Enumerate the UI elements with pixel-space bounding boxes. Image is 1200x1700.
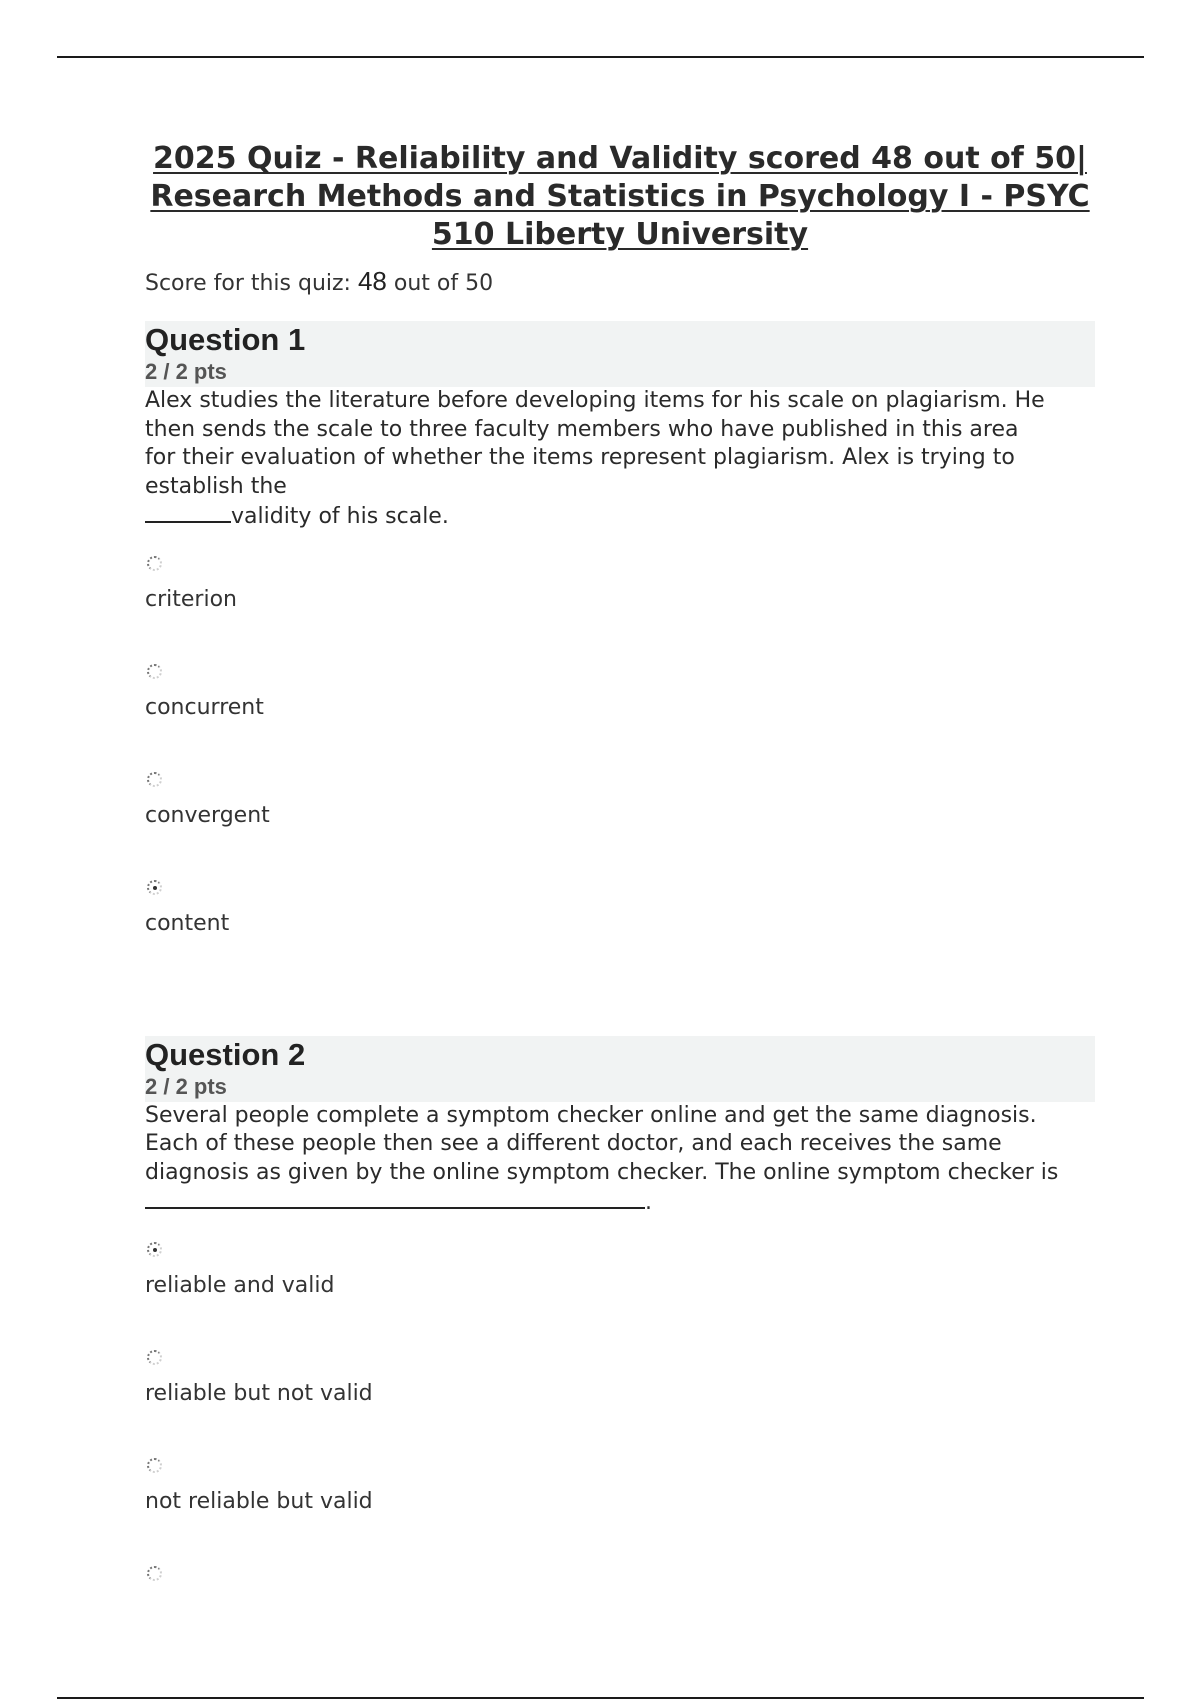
radio-button-selected[interactable] — [147, 880, 162, 895]
answer-label: concurrent — [145, 694, 264, 720]
radio-button[interactable] — [147, 1458, 162, 1473]
answer-option[interactable] — [145, 1434, 1095, 1542]
question-2 — [145, 1036, 1095, 1602]
answer-label: convergent — [145, 802, 270, 828]
radio-button-selected[interactable] — [147, 1242, 162, 1257]
answer-label: not reliable but valid — [145, 1488, 373, 1514]
question-2-text — [145, 1102, 1095, 1218]
score-suffix: out of 50 — [386, 271, 494, 296]
question-2-title: Question 2 — [145, 1036, 306, 1072]
answer-option[interactable] — [145, 1218, 1095, 1326]
document-title: 2025 Quiz - Reliability and Validity scored 48 out of 50| Research Methods and Statistics in Psychology I - PSYC 510 Liberty University — [150, 141, 1090, 252]
question-2-points: 2 / 2 pts — [145, 1073, 227, 1099]
answer-option[interactable] — [145, 856, 1095, 964]
bottom-rule — [57, 1697, 1144, 1699]
answer-option[interactable] — [145, 532, 1095, 640]
question-2-text-before: Several people complete a symptom checker online and get the same diagnosis. Each of these people then see a different doctor, and each receives the same diagnosis as given by the online symptom checker. The online symptom checker is — [145, 1102, 1059, 1185]
answer-label: criterion — [145, 586, 237, 612]
question-2-text-after: . — [645, 1190, 652, 1215]
top-rule — [57, 56, 1144, 58]
question-1-text — [145, 387, 1045, 532]
page-content — [145, 140, 1095, 1602]
radio-button[interactable] — [147, 772, 162, 787]
radio-button[interactable] — [147, 556, 162, 571]
radio-button[interactable] — [147, 1350, 162, 1365]
answer-label: reliable and valid — [145, 1272, 335, 1298]
score-prefix: Score for this quiz: — [145, 271, 358, 296]
answer-option[interactable] — [145, 748, 1095, 856]
answer-option[interactable] — [145, 1542, 1095, 1602]
answer-label: reliable but not valid — [145, 1380, 373, 1406]
answer-option[interactable] — [145, 1326, 1095, 1434]
answer-option[interactable] — [145, 640, 1095, 748]
question-1-text-after: validity of his scale. — [231, 504, 449, 529]
question-1-blank — [145, 501, 231, 523]
question-1-header — [145, 321, 1095, 387]
radio-button[interactable] — [147, 1566, 162, 1581]
score-value: 48 — [357, 266, 387, 296]
question-2-header — [145, 1036, 1095, 1102]
question-2-blank — [145, 1187, 645, 1209]
question-1-text-before: Alex studies the literature before developing items for his scale on plagiarism. He then sends the scale to three faculty members who have published in this area for their evaluation of whether the items represent plagiarism. Alex is trying to establish the — [145, 388, 1045, 499]
quiz-score — [145, 266, 1095, 299]
answer-label: content — [145, 910, 230, 936]
question-1 — [145, 321, 1095, 964]
radio-button[interactable] — [147, 664, 162, 679]
question-1-points: 2 / 2 pts — [145, 359, 227, 384]
question-1-title: Question 1 — [145, 322, 306, 357]
